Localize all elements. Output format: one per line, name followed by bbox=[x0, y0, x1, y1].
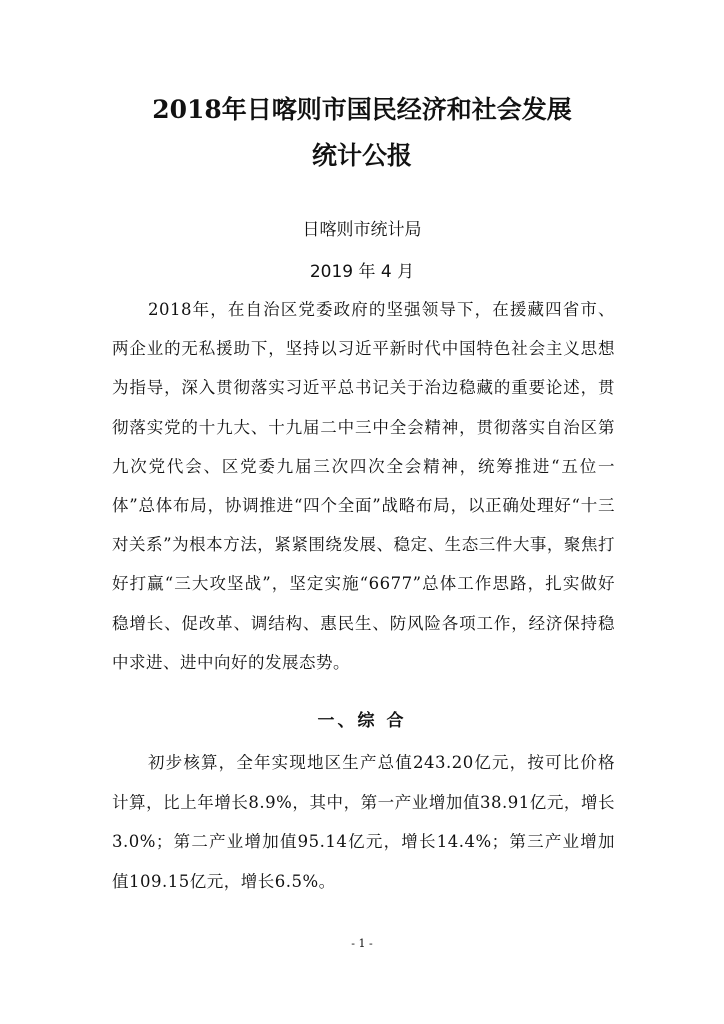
document-date: 2019 年 4 月 bbox=[309, 262, 415, 282]
page-number: - 1 - bbox=[351, 937, 373, 950]
document-title-line-1: 2018年日喀则市国民经济和社会发展 bbox=[152, 95, 572, 124]
document-author: 日喀则市统计局 bbox=[302, 220, 422, 240]
overview-paragraph: 初步核算，全年实现地区生产总值243.20亿元，按可比价格计算，比上年增长8.9%，其中，第一产业增加值38.91亿元，增长3.0%；第二产业增加值95.14亿元，增长14.4%；第三产业增加值109.15亿元，增长6.5%。 bbox=[112, 753, 615, 891]
document-title-line-2: 统计公报 bbox=[311, 141, 412, 170]
intro-paragraph: 2018年，在自治区党委政府的坚强领导下，在援藏四省市、两企业的无私援助下，坚持以习近平新时代中国特色社会主义思想为指导，深入贯彻落实习近平总书记关于治边稳藏的重要论述，贯彻落实党的十九大、十九届二中三中全会精神，贯彻落实自治区第九次党代会、区党委九届三次四次全会精神，统筹推进“五位一体”总体布局，协调推进“四个全面”战略布局，以正确处理好“十三对关系”为根本方法，紧紧围绕发展、稳定、生态三件大事，聚焦打好打赢“三大攻坚战”，坚定实施“6677”总体工作思路，扎实做好稳增长、促改革、调结构、惠民生、防风险各项工作，经济保持稳中求进、进中向好的发展态势。 bbox=[112, 300, 615, 672]
section-heading-overview: 一、综 合 bbox=[317, 711, 407, 731]
